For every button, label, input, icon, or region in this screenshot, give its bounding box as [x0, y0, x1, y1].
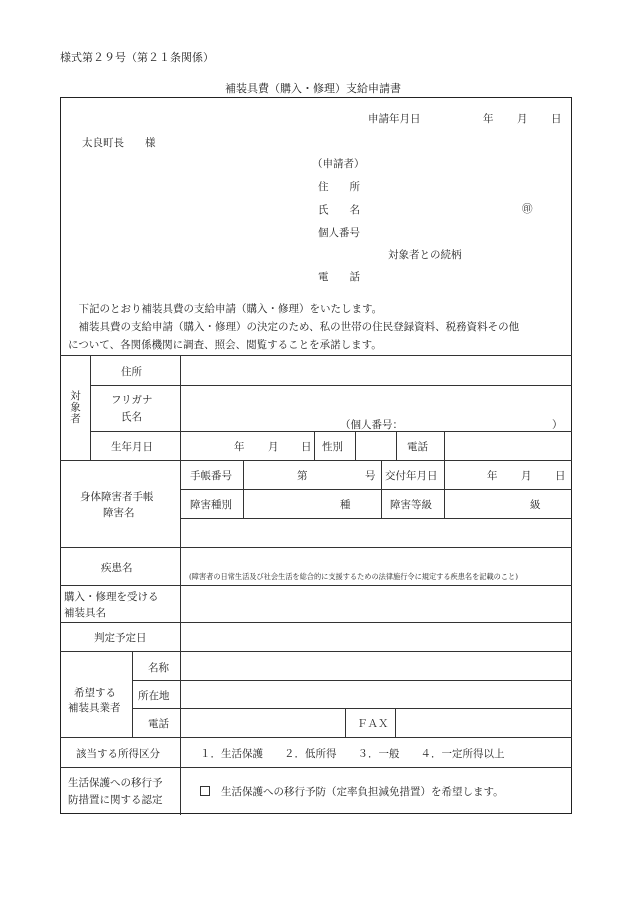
applicant-address-label[interactable]: 住 所 — [318, 181, 360, 193]
divider — [60, 767, 572, 768]
device-label-1: 購入・修理を受ける — [64, 591, 159, 603]
divider — [180, 355, 181, 815]
divider — [345, 708, 346, 737]
application-date-year: 年 — [483, 113, 494, 125]
application-date-month: 月 — [517, 113, 528, 125]
vendor-label-2: 補装具業者 — [68, 702, 121, 714]
applicant-phone-label[interactable]: 電 話 — [318, 271, 360, 283]
subject-id-close: ） — [552, 419, 563, 431]
subject-furigana-label: フリガナ — [111, 394, 153, 406]
issue-date-year: 年 — [487, 470, 498, 482]
applicant-id-label[interactable]: 個人番号 — [318, 227, 360, 239]
applicant-name-label[interactable]: 氏 名 — [318, 204, 360, 216]
divider — [444, 460, 445, 518]
issue-date-day: 日 — [555, 470, 566, 482]
disability-label-2: 障害名 — [103, 507, 135, 519]
income-options[interactable]: １．生活保護 ２．低所得 ３．一般 ４．一定所得以上 — [200, 748, 505, 760]
transition-label-2: 防措置に関する認定 — [68, 794, 163, 806]
form-frame — [60, 97, 572, 814]
divider — [314, 431, 315, 460]
divider — [90, 385, 572, 386]
issue-date-label: 交付年月日 — [385, 470, 438, 482]
disability-type-label: 障害種別 — [190, 499, 232, 511]
vendor-location-label: 所在地 — [138, 690, 170, 702]
divider — [132, 651, 133, 737]
divider — [132, 680, 572, 681]
vendor-fax-label: ＦＡＸ — [357, 718, 389, 730]
device-label-2: 補装具名 — [64, 607, 106, 619]
handbook-go: 号 — [365, 470, 376, 482]
divider — [243, 460, 244, 518]
transition-text: 生活保護への移行予防（定率負担減免措置）を希望します。 — [221, 786, 504, 798]
divider — [60, 585, 572, 586]
disease-note: (障害者の日常生活及び社会生活を総合的に支援するための法律施行令に規定する疾患名を記載のこと) — [189, 572, 519, 581]
statement-line-2: 補装具費の支給申請（購入・修理）の決定のため、私の世帯の住民登録資料、税務資料その他 — [68, 321, 520, 333]
divider — [90, 355, 91, 460]
divider — [395, 708, 396, 737]
subject-address-label: 住所 — [121, 366, 142, 378]
seal-mark: ㊞ — [522, 203, 533, 215]
transition-label-1: 生活保護への移行予 — [68, 777, 163, 789]
vendor-label-1: 希望する — [74, 687, 116, 699]
subject-group-label: 対象者 — [69, 390, 81, 425]
statement-line-3: について、各関係機関に調査、照会、閲覧することを承諾します。 — [68, 339, 382, 351]
dob-year: 年 — [234, 441, 245, 453]
divider — [381, 460, 382, 518]
vendor-name-label: 名称 — [148, 662, 169, 674]
divider — [60, 547, 572, 548]
applicant-heading: （申請者） — [312, 158, 365, 170]
statement-line-1: 下記のとおり補装具費の支給申請（購入・修理）をいたします。 — [68, 303, 383, 315]
disability-label-1: 身体障害者手帳 — [80, 491, 154, 503]
dob-month: 月 — [268, 441, 279, 453]
disease-label: 疾患名 — [101, 562, 133, 574]
disability-type-shu: 種 — [340, 499, 351, 511]
issue-date-month: 月 — [521, 470, 532, 482]
divider — [180, 518, 572, 519]
divider — [60, 651, 572, 652]
subject-sex-label: 性別 — [322, 441, 343, 453]
divider — [180, 489, 572, 490]
divider — [132, 708, 572, 709]
application-date-day: 日 — [551, 113, 562, 125]
divider — [355, 431, 356, 460]
subject-dob-label: 生年月日 — [111, 441, 153, 453]
divider — [60, 460, 572, 461]
divider — [90, 431, 572, 432]
divider — [60, 622, 572, 623]
disability-grade-label: 障害等級 — [390, 499, 432, 511]
applicant-relation-label[interactable]: 対象者との続柄 — [388, 249, 462, 261]
vendor-phone-label: 電話 — [148, 718, 169, 730]
divider — [60, 737, 572, 738]
divider — [60, 355, 572, 356]
subject-name-label: 氏名 — [121, 411, 142, 423]
addressee: 太良町長 様 — [82, 137, 156, 149]
subject-id-note: （個人番号： — [340, 419, 403, 431]
form-number: 様式第２９号（第２１条関係） — [60, 51, 214, 64]
handbook-dai: 第 — [297, 470, 308, 482]
page-title: 補装具費（購入・修理）支給申請書 — [225, 82, 401, 95]
subject-phone-label: 電話 — [407, 441, 428, 453]
divider — [396, 431, 397, 460]
income-label: 該当する所得区分 — [76, 748, 160, 760]
divider — [444, 431, 445, 460]
handbook-number-label: 手帳番号 — [190, 470, 232, 482]
disability-grade-kyu: 級 — [530, 499, 541, 511]
dob-day: 日 — [301, 441, 312, 453]
transition-checkbox[interactable] — [200, 786, 210, 796]
application-date-label: 申請年月日 — [368, 113, 421, 125]
judgment-label: 判定予定日 — [94, 632, 147, 644]
